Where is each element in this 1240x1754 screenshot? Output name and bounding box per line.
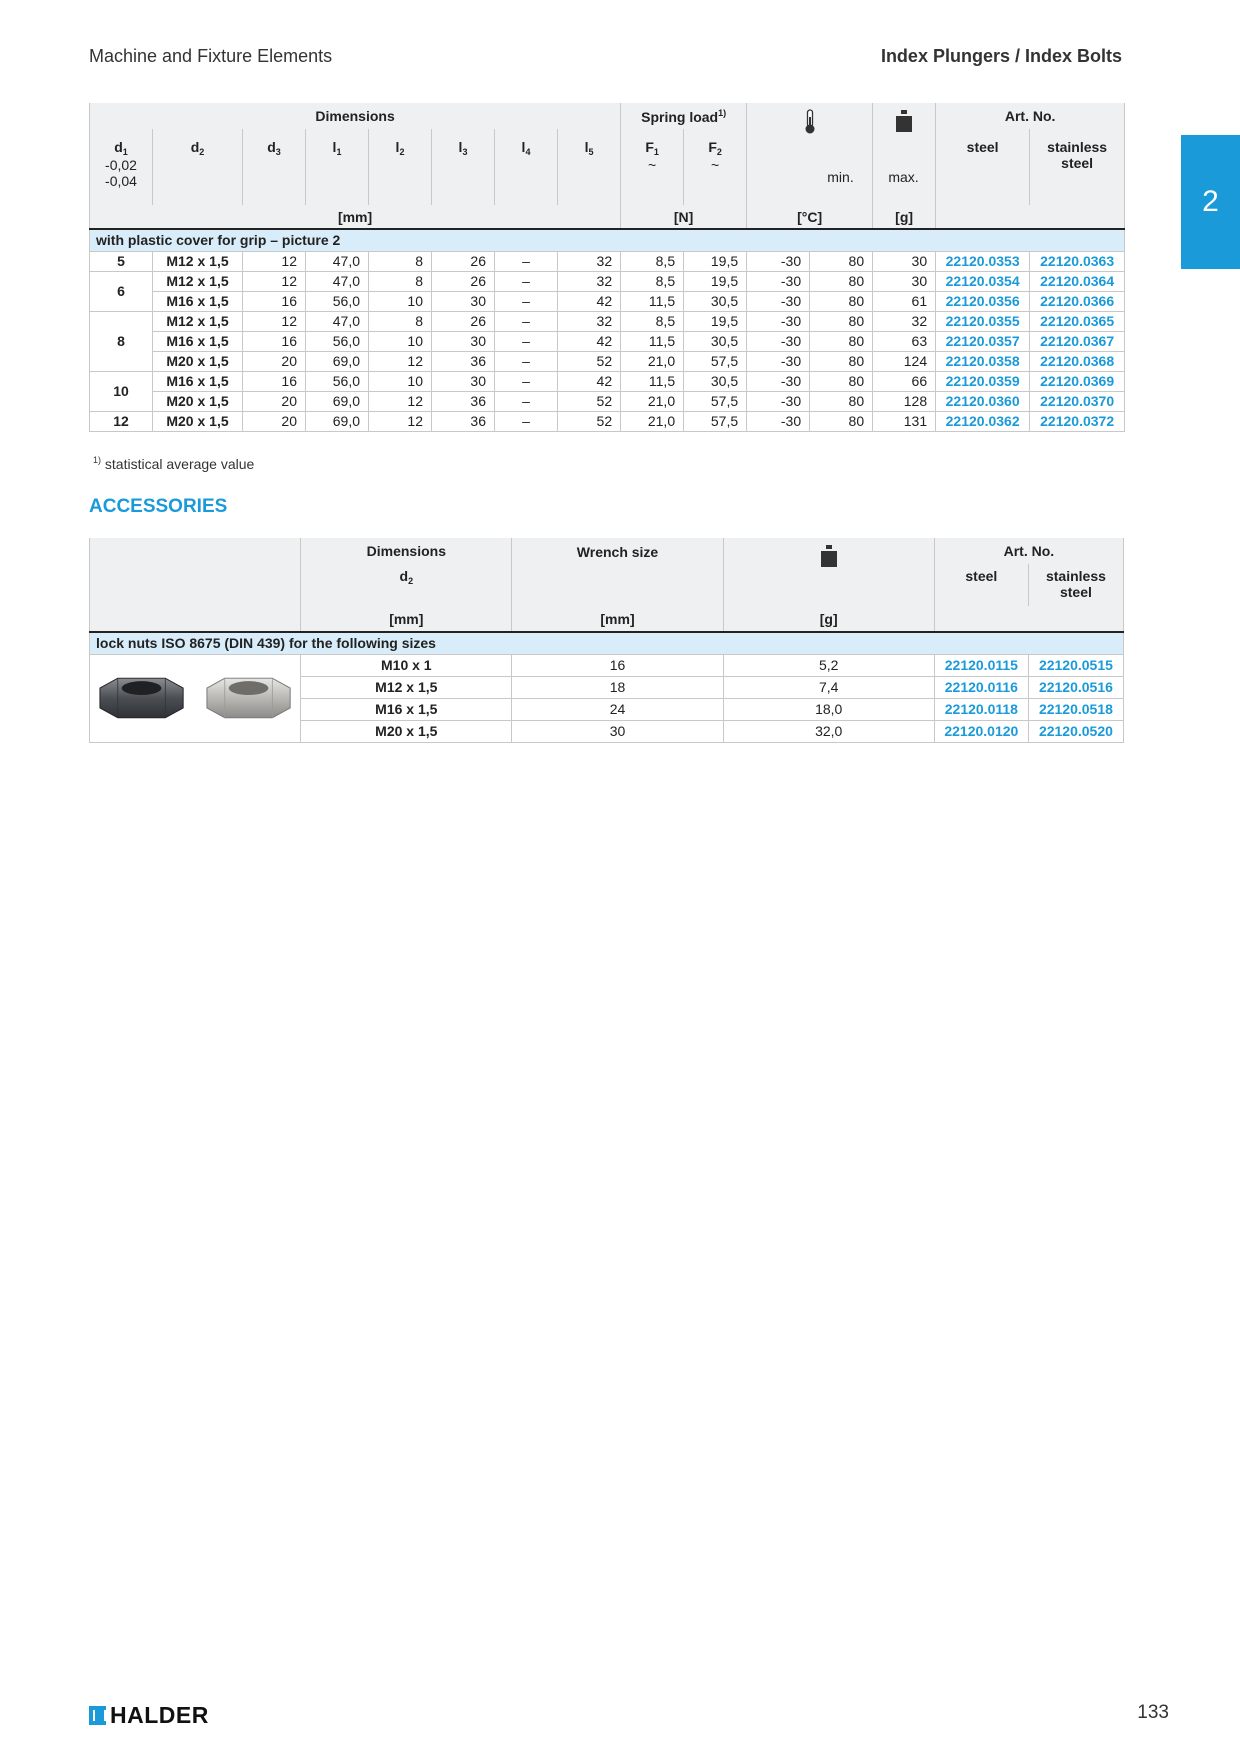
halder-logo-mark-icon (89, 1706, 106, 1725)
halder-logo (89, 1702, 209, 1729)
table-cell: 8 (369, 251, 432, 271)
table-cell: 42 (558, 371, 621, 391)
cell-d2: M16 x 1,5 (153, 291, 243, 311)
art-no-link[interactable]: 22120.0360 (936, 391, 1030, 411)
table-cell: – (495, 411, 558, 431)
cell-d2: M20 x 1,5 (153, 351, 243, 371)
acc-unit-g: [g] (723, 606, 934, 632)
table-cell: 8,5 (621, 251, 684, 271)
art-no-link[interactable]: 22120.0372 (1030, 411, 1125, 431)
table-cell: 124 (873, 351, 936, 371)
art-no-link[interactable]: 22120.0363 (1030, 251, 1125, 271)
table-cell: 32 (558, 251, 621, 271)
col-steel: steel (936, 129, 1030, 205)
table-row (90, 331, 1125, 351)
cell-d1: 6 (90, 271, 153, 311)
table-cell: 32 (873, 311, 936, 331)
label-max: max. (888, 169, 919, 185)
table-cell: 16 (243, 371, 306, 391)
acc-section-label: lock nuts ISO 8675 (DIN 439) for the following sizes (90, 632, 1124, 654)
section-label: with plastic cover for grip – picture 2 (90, 229, 1125, 251)
art-no-link[interactable]: 22120.0518 (1028, 698, 1123, 720)
page-number: 133 (1137, 1702, 1169, 1723)
acc-unit-mm-wrench: [mm] (512, 606, 723, 632)
table-cell: 10 (369, 291, 432, 311)
acc-wrench-header: Wrench size (512, 538, 723, 606)
table-cell: 21,0 (621, 391, 684, 411)
table-cell: 19,5 (684, 251, 747, 271)
accessories-title: ACCESSORIES (89, 496, 228, 517)
cell-d2: M16 x 1,5 (153, 331, 243, 351)
cell-d2: M12 x 1,5 (153, 311, 243, 331)
table-cell: 80 (810, 371, 873, 391)
table-cell: – (495, 331, 558, 351)
table-cell: 69,0 (306, 391, 369, 411)
table-cell: 131 (873, 411, 936, 431)
art-no-link[interactable]: 22120.0358 (936, 351, 1030, 371)
col-d1: $d_1$ -0,02 -0,04 (90, 129, 153, 205)
table-cell: – (495, 391, 558, 411)
table-cell: 42 (558, 331, 621, 351)
table-cell: 30 (873, 251, 936, 271)
table-row (90, 371, 1125, 391)
cell-wrench-size: 16 (512, 654, 723, 676)
weight-icon (895, 109, 913, 133)
table-cell: 20 (243, 351, 306, 371)
table-cell: 20 (243, 411, 306, 431)
col-F1: $F_1$ ~ (621, 129, 684, 205)
table-cell: 11,5 (621, 331, 684, 351)
art-no-link[interactable]: 22120.0516 (1028, 676, 1123, 698)
cell-d2: M12 x 1,5 (301, 676, 512, 698)
table-cell: 16 (243, 331, 306, 351)
spring-load-header: Spring load$^{1)}$ (621, 103, 747, 129)
table-cell: 8,5 (621, 311, 684, 331)
table-cell: 26 (432, 271, 495, 291)
table-row (90, 391, 1125, 411)
table-cell: 19,5 (684, 271, 747, 291)
art-no-link[interactable]: 22120.0370 (1030, 391, 1125, 411)
acc-art-no-header: Art. No. (934, 538, 1123, 564)
cell-wrench-size: 30 (512, 720, 723, 742)
table-cell: 57,5 (684, 411, 747, 431)
table-cell: 21,0 (621, 351, 684, 371)
art-no-link[interactable]: 22120.0369 (1030, 371, 1125, 391)
table-cell: – (495, 291, 558, 311)
table-cell: 47,0 (306, 271, 369, 291)
dimensions-header: Dimensions (90, 103, 621, 129)
table-cell: 30,5 (684, 291, 747, 311)
header-page-title: Index Plungers / Index Bolts (880, 46, 1122, 66)
table-cell: 61 (873, 291, 936, 311)
table-cell: 52 (558, 411, 621, 431)
cell-weight: 5,2 (723, 654, 934, 676)
table-cell: – (495, 271, 558, 291)
table-cell: 30 (432, 331, 495, 351)
cell-weight: 32,0 (723, 720, 934, 742)
art-no-link[interactable]: 22120.0368 (1030, 351, 1125, 371)
art-no-link[interactable]: 22120.0120 (934, 720, 1028, 742)
cell-d2: M20 x 1,5 (153, 391, 243, 411)
table-cell: 69,0 (306, 411, 369, 431)
table-cell: -30 (747, 331, 810, 351)
table-cell: 8 (369, 311, 432, 331)
weight-icon (820, 544, 838, 568)
accessories-header-empty (90, 538, 301, 632)
col-F2: $F_2$ ~ (684, 129, 747, 205)
label-min: min. (827, 169, 854, 185)
table-cell: 19,5 (684, 311, 747, 331)
cell-d2: M20 x 1,5 (153, 411, 243, 431)
table-cell: 47,0 (306, 251, 369, 271)
cell-d1: 5 (90, 251, 153, 271)
table-cell: 8,5 (621, 271, 684, 291)
hex-nut-stainless-icon (201, 674, 296, 722)
table-row (90, 251, 1125, 271)
temperature-header (747, 103, 873, 205)
table-row (90, 351, 1125, 371)
table-row (90, 291, 1125, 311)
table-cell: 10 (369, 331, 432, 351)
table-cell: 30 (432, 371, 495, 391)
table-cell: 32 (558, 271, 621, 291)
table-cell: 32 (558, 311, 621, 331)
acc-col-steel: steel (934, 564, 1028, 606)
table-cell: 80 (810, 291, 873, 311)
table-cell: 128 (873, 391, 936, 411)
table-cell: 20 (243, 391, 306, 411)
table-cell: 80 (810, 391, 873, 411)
table-cell: -30 (747, 311, 810, 331)
table-cell: 10 (369, 371, 432, 391)
cell-weight: 7,4 (723, 676, 934, 698)
table-cell: 80 (810, 271, 873, 291)
unit-g: [g] (873, 205, 936, 229)
table-cell: 80 (810, 411, 873, 431)
art-no-link[interactable]: 22120.0355 (936, 311, 1030, 331)
table-cell: 12 (243, 271, 306, 291)
acc-col-stainless: stainless steel (1028, 564, 1123, 606)
art-no-link[interactable]: 22120.0366 (1030, 291, 1125, 311)
table-cell: 56,0 (306, 371, 369, 391)
table-cell: 21,0 (621, 411, 684, 431)
table-cell: 42 (558, 291, 621, 311)
table-cell: 47,0 (306, 311, 369, 331)
art-no-link[interactable]: 22120.0365 (1030, 311, 1125, 331)
table-cell: 80 (810, 311, 873, 331)
table-cell: 12 (369, 351, 432, 371)
table-cell: 80 (810, 251, 873, 271)
thermometer-icon (803, 109, 817, 135)
chapter-tab[interactable]: 2 (1181, 135, 1240, 269)
table-cell: 12 (369, 391, 432, 411)
table-cell: – (495, 371, 558, 391)
table-cell: 11,5 (621, 291, 684, 311)
footnote: $^{1)}$ statistical average value (93, 455, 255, 472)
art-no-link[interactable]: 22120.0520 (1028, 720, 1123, 742)
table-cell: 12 (243, 251, 306, 271)
cell-d2: M10 x 1 (301, 654, 512, 676)
acc-unit-empty (934, 606, 1123, 632)
table-cell: 30 (432, 291, 495, 311)
table-cell: -30 (747, 351, 810, 371)
col-l5: $l_5$ (558, 129, 621, 205)
cell-d2: M12 x 1,5 (153, 271, 243, 291)
table-cell: 52 (558, 351, 621, 371)
col-l1: $l_1$ (306, 129, 369, 205)
acc-col-d2: $d_2$ (301, 564, 512, 606)
art-no-link[interactable]: 22120.0362 (936, 411, 1030, 431)
table-cell: 66 (873, 371, 936, 391)
art-no-link[interactable]: 22120.0116 (934, 676, 1028, 698)
table-cell: 36 (432, 351, 495, 371)
table-cell: 69,0 (306, 351, 369, 371)
cell-d1: 12 (90, 411, 153, 431)
table-cell: – (495, 351, 558, 371)
table-row (90, 271, 1125, 291)
cell-wrench-size: 18 (512, 676, 723, 698)
table-cell: 26 (432, 251, 495, 271)
cell-wrench-size: 24 (512, 698, 723, 720)
table-cell: 26 (432, 311, 495, 331)
table-row (90, 411, 1125, 431)
unit-empty (936, 205, 1125, 229)
cell-d2: M12 x 1,5 (153, 251, 243, 271)
col-l2: $l_2$ (369, 129, 432, 205)
table-cell: 30,5 (684, 371, 747, 391)
unit-mm: [mm] (90, 205, 621, 229)
table-cell: 56,0 (306, 331, 369, 351)
table-row (90, 311, 1125, 331)
table-cell: 11,5 (621, 371, 684, 391)
temperature-range-labels (809, 169, 935, 185)
logo-text: HALDER (110, 1702, 209, 1728)
acc-dimensions-header: Dimensions (301, 538, 512, 564)
cell-weight: 18,0 (723, 698, 934, 720)
col-d2: $d_2$ (153, 129, 243, 205)
accessories-table (89, 538, 1124, 743)
table-cell: -30 (747, 251, 810, 271)
table-cell: 30 (873, 271, 936, 291)
table-cell: 63 (873, 331, 936, 351)
unit-C: [°C] (747, 205, 873, 229)
table-cell: – (495, 251, 558, 271)
table-cell: 12 (243, 311, 306, 331)
table-cell: 12 (369, 411, 432, 431)
table-cell: 52 (558, 391, 621, 411)
art-no-link[interactable]: 22120.0367 (1030, 331, 1125, 351)
art-no-link[interactable]: 22120.0364 (1030, 271, 1125, 291)
table-cell: -30 (747, 291, 810, 311)
art-no-link[interactable]: 22120.0118 (934, 698, 1028, 720)
table-cell: 57,5 (684, 351, 747, 371)
table-cell: 80 (810, 351, 873, 371)
col-l4: $l_4$ (495, 129, 558, 205)
cell-d2: M20 x 1,5 (301, 720, 512, 742)
art-no-link[interactable]: 22120.0353 (936, 251, 1030, 271)
table-cell: -30 (747, 411, 810, 431)
table-cell: -30 (747, 391, 810, 411)
acc-weight-header (723, 538, 934, 606)
product-table (89, 103, 1125, 432)
weight-header (873, 103, 936, 205)
col-l3: $l_3$ (432, 129, 495, 205)
art-no-link[interactable]: 22120.0515 (1028, 654, 1123, 676)
art-no-link[interactable]: 22120.0354 (936, 271, 1030, 291)
unit-N: [N] (621, 205, 747, 229)
table-cell: 36 (432, 411, 495, 431)
acc-unit-mm: [mm] (301, 606, 512, 632)
hex-nut-photo (90, 654, 301, 742)
art-no-link[interactable]: 22120.0356 (936, 291, 1030, 311)
art-no-link[interactable]: 22120.0359 (936, 371, 1030, 391)
list-item (90, 654, 1124, 676)
cell-d1: 10 (90, 371, 153, 411)
table-cell: 80 (810, 331, 873, 351)
cell-d1: 8 (90, 311, 153, 371)
art-no-link[interactable]: 22120.0357 (936, 331, 1030, 351)
table-cell: 8 (369, 271, 432, 291)
table-cell: -30 (747, 371, 810, 391)
hex-nut-steel-icon (94, 674, 189, 722)
table-cell: 36 (432, 391, 495, 411)
art-no-link[interactable]: 22120.0115 (934, 654, 1028, 676)
col-stainless: stainless steel (1030, 129, 1125, 205)
table-cell: 16 (243, 291, 306, 311)
table-cell: 57,5 (684, 391, 747, 411)
cell-d2: M16 x 1,5 (301, 698, 512, 720)
header-chapter-title: Machine and Fixture Elements (89, 46, 333, 66)
table-cell: -30 (747, 271, 810, 291)
table-cell: 30,5 (684, 331, 747, 351)
art-no-header: Art. No. (936, 103, 1125, 129)
table-cell: 56,0 (306, 291, 369, 311)
cell-d2: M16 x 1,5 (153, 371, 243, 391)
table-cell: – (495, 311, 558, 331)
col-d3: $d_3$ (243, 129, 306, 205)
